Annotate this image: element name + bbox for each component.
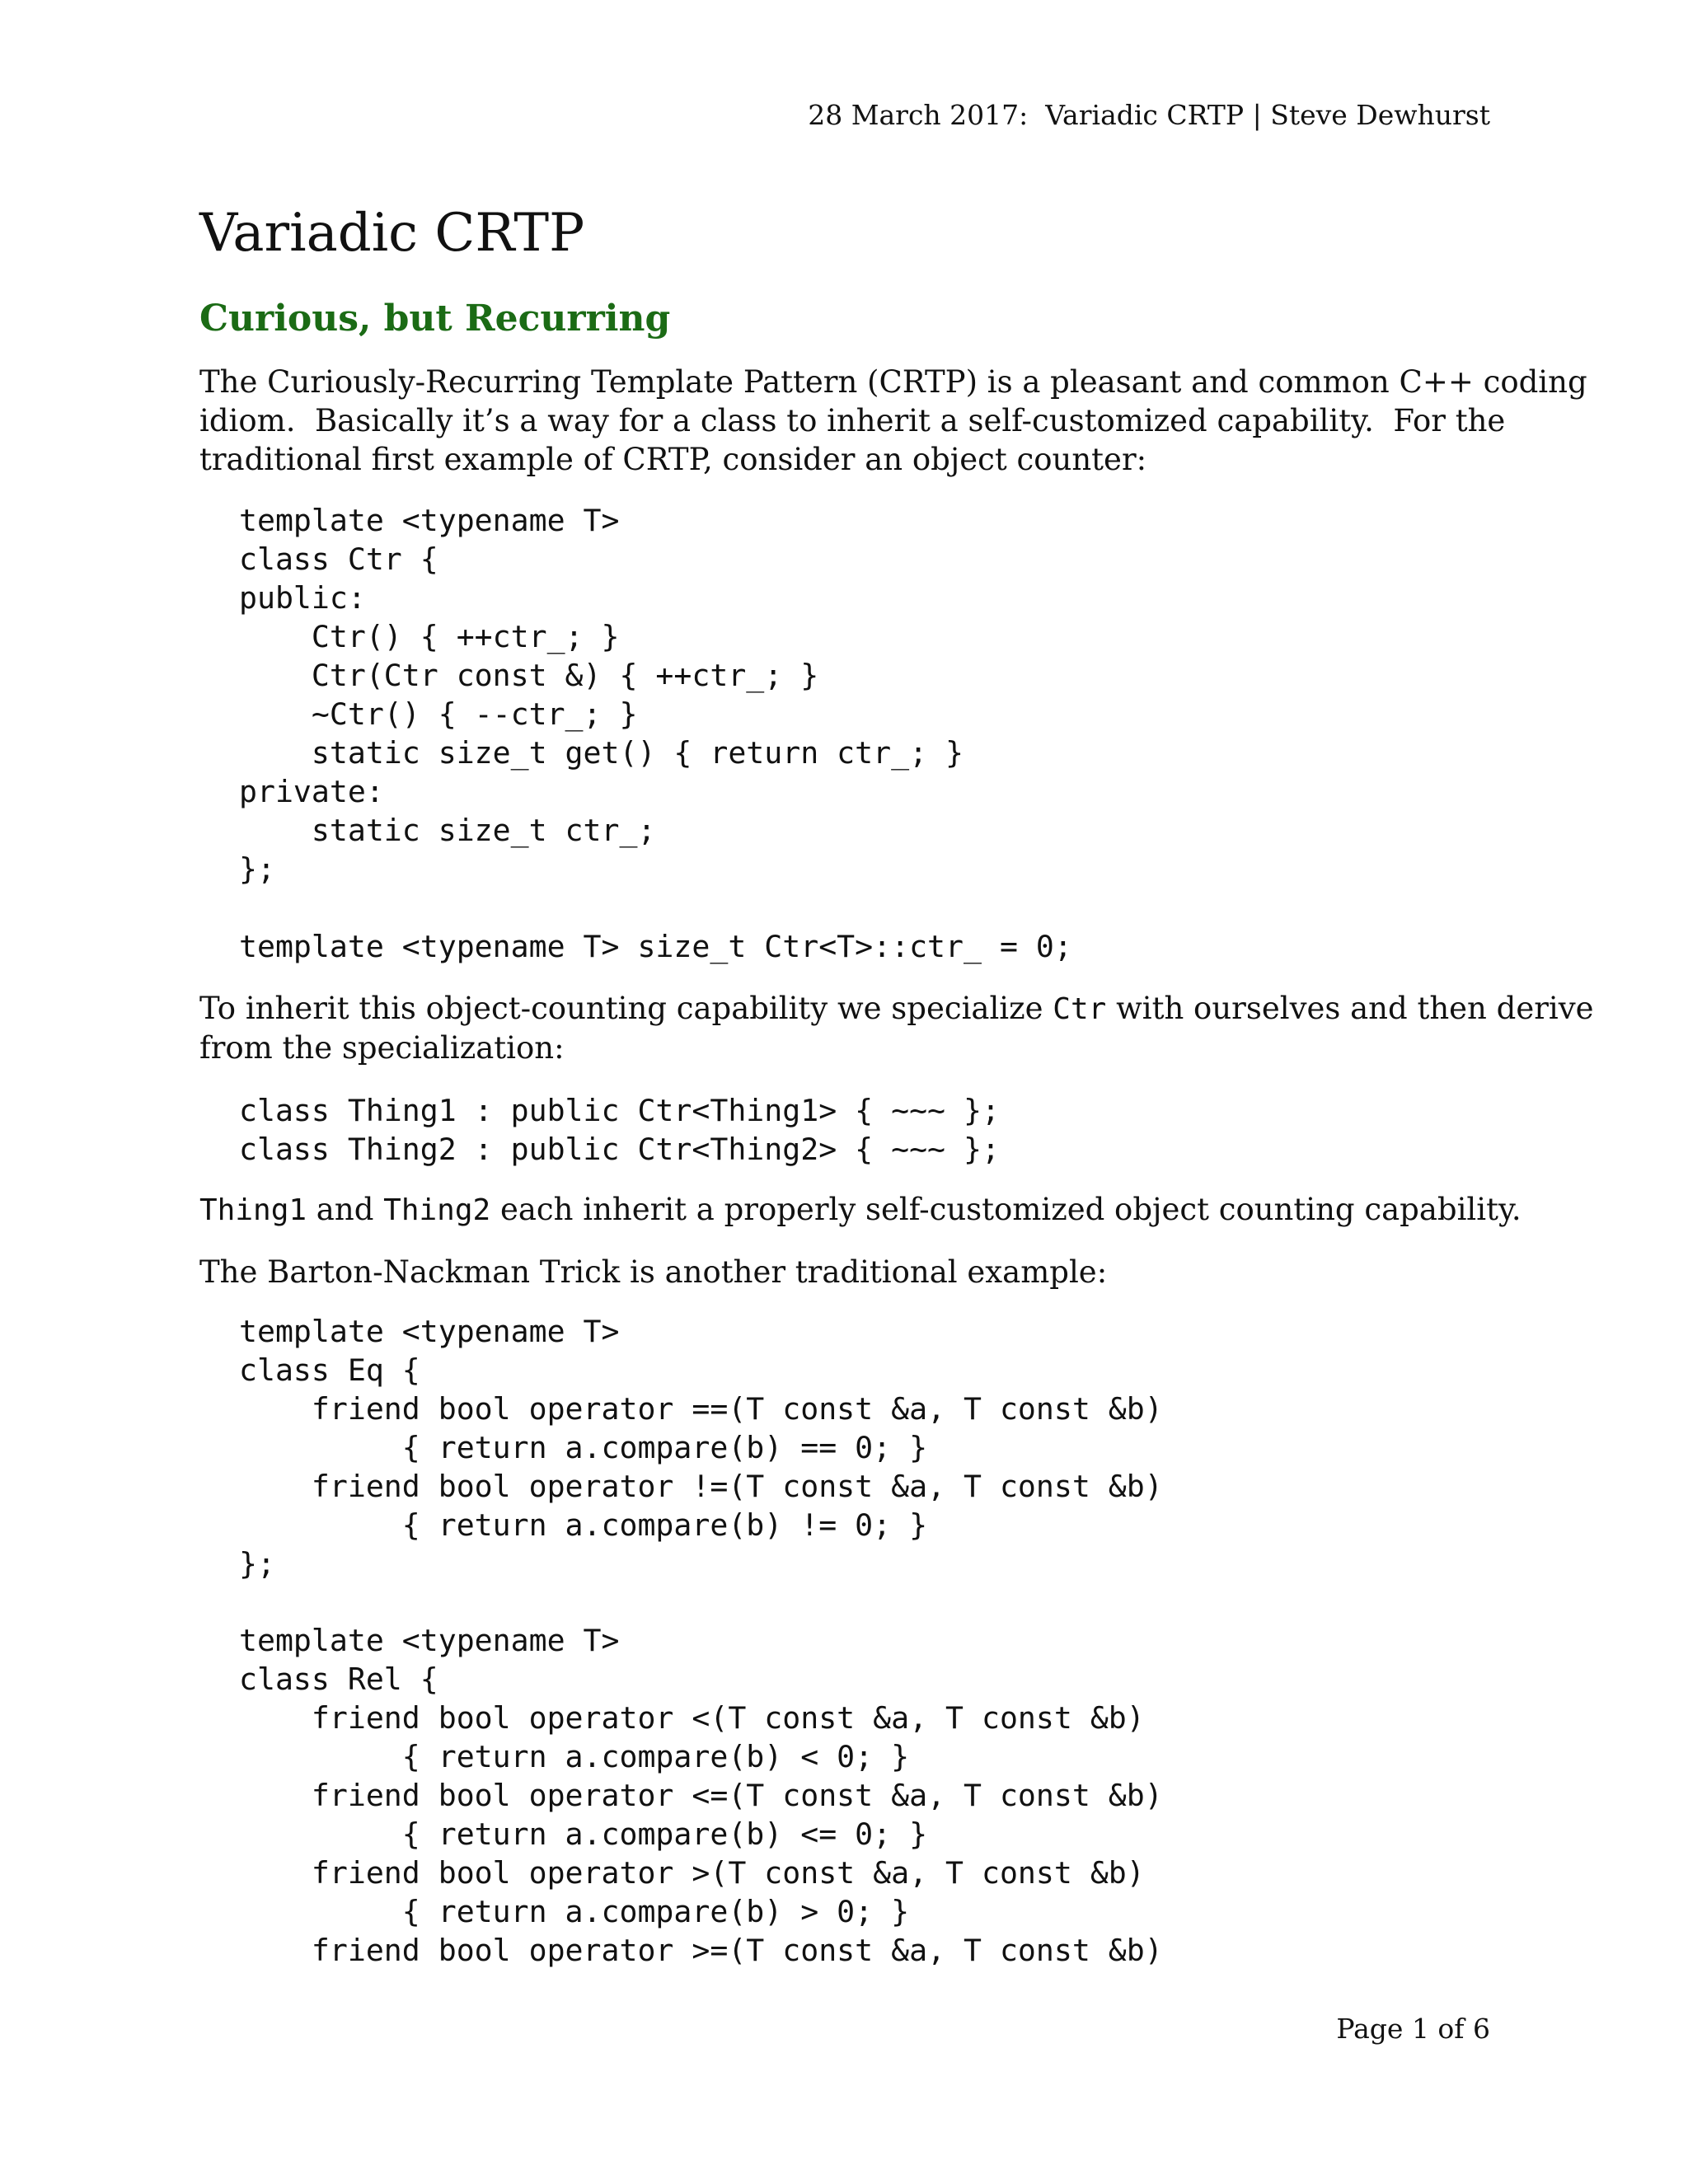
inline-code-thing2: Thing2: [383, 1193, 491, 1227]
page-number: Page 1 of 6: [1336, 2013, 1490, 2045]
code-block-rel-class: template <typename T> class Rel { friend bool operator <(T const &a, T const &b) { return a.compare(b) < 0; } friend bool operator <=(T const &a, T const &b) { return a.compare(b) <= 0; } friend bool operator >(T const &a, T const &b) { return a.compare(b) > 0; } friend bool operator >=(T const &a, T const &b): [239, 1623, 1163, 1968]
code-block-eq-class: template <typename T> class Eq { friend bool operator ==(T const &a, T const &b) { return a.compare(b) == 0; } friend bool operator !=(T const &a, T const &b) { return a.compare(b) != 0; } };: [239, 1314, 1163, 1582]
inline-code-thing1: Thing1: [199, 1193, 307, 1227]
code-block-ctr-class: template <typename T> class Ctr { public: Ctr() { ++ctr_; } Ctr(Ctr const &) { ++ctr_; } ~Ctr() { --ctr_; } static size_t get() { return ctr_; } private: static size_t ctr_; };: [239, 503, 964, 887]
inherit-paragraph: [199, 989, 1594, 1067]
inherit-text-after: with ourselves and then derive from the specialization:: [199, 991, 1594, 1066]
code-block-ctr-static: template <typename T> size_t Ctr<T>::ctr_ = 0;: [239, 929, 1072, 964]
inherit-text-before: To inherit this object-counting capability we specialize: [199, 991, 1053, 1026]
code-block-things: class Thing1 : public Ctr<Thing1> { ~~~ }; class Thing2 : public Ctr<Thing2> { ~~~ };: [239, 1093, 1000, 1167]
page-title: Variadic CRTP: [199, 203, 585, 264]
barton-paragraph: The Barton-Nackman Trick is another traditional example:: [199, 1254, 1108, 1290]
running-header: 28 March 2017: Variadic CRTP | Steve Dewhurst: [808, 99, 1490, 131]
and-text: and: [307, 1192, 384, 1227]
things-paragraph: [199, 1190, 1522, 1230]
inline-code-ctr: Ctr: [1053, 992, 1107, 1026]
section-heading: Curious, but Recurring: [199, 298, 671, 340]
things-text-after: each inherit a properly self-customized object counting capability.: [490, 1192, 1522, 1227]
intro-paragraph: The Curiously-Recurring Template Pattern (CRTP) is a pleasant and common C++ coding idiom. Basically it’s a way for a class to inherit a self-customized capability. For the traditional first example of CRTP, consider an object counter:: [199, 364, 1587, 477]
